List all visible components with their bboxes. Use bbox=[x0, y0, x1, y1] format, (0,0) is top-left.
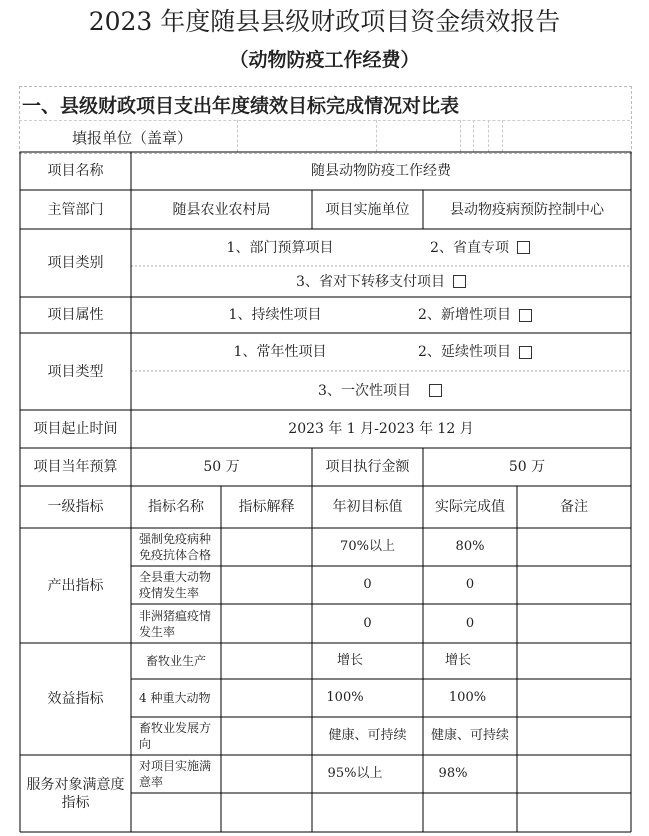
filler-unit: 填报单位（盖章） bbox=[72, 129, 193, 147]
indicator-actual: 0 bbox=[465, 615, 475, 631]
header-actual: 实际完成值 bbox=[435, 499, 505, 515]
indicator-name: 对项目实施满意率 bbox=[139, 759, 212, 789]
indicator-target: 0 bbox=[363, 615, 372, 631]
header-indicator-name: 指标名称 bbox=[148, 499, 204, 515]
header-target: 年初目标值 bbox=[332, 499, 403, 515]
attribute-option-1: 1、持续性项目 bbox=[228, 307, 322, 323]
report-title: 2023 年度随县县级财政项目资金绩效报告 bbox=[88, 7, 561, 36]
attribute-label: 项目属性 bbox=[47, 307, 104, 323]
checkbox-icon bbox=[453, 275, 466, 288]
indicator-actual: 增长 bbox=[444, 653, 471, 668]
checkbox-icon bbox=[519, 309, 532, 322]
dept-label: 主管部门 bbox=[47, 201, 104, 218]
type-option-3-label: 3、一次性项目 bbox=[318, 382, 411, 399]
type-option-1: 1、常年性项目 bbox=[233, 344, 327, 360]
period-value: 2023 年 1 月-2023 年 12 月 bbox=[288, 421, 474, 437]
period-label: 项目起止时间 bbox=[33, 421, 118, 437]
indicator-name: 畜牧业发展方向 bbox=[139, 721, 212, 751]
category-option-2 bbox=[400, 229, 560, 266]
exec-label: 项目执行金额 bbox=[325, 459, 410, 475]
indicator-name: 全县重大动物疫情发生率 bbox=[139, 570, 212, 600]
group-satisfaction: 服务对象满意度指标 bbox=[26, 776, 125, 811]
section-title: 一、县级财政项目支出年度绩效目标完成情况对比表 bbox=[22, 95, 460, 117]
type-option-2 bbox=[395, 333, 555, 371]
attribute-option-2-label: 2、新增性项目 bbox=[418, 307, 511, 323]
type-option-2-label: 2、延续性项目 bbox=[418, 344, 511, 360]
category-option-3-label: 3、省对下转移支付项目 bbox=[296, 273, 445, 290]
indicator-target: 健康、可持续 bbox=[328, 728, 407, 743]
header-level1: 一级指标 bbox=[47, 499, 104, 515]
checkbox-icon bbox=[517, 241, 530, 254]
type-option-3 bbox=[300, 371, 460, 410]
project-name-value: 随县动物防疫工作经费 bbox=[311, 163, 451, 179]
indicator-name: 强制免疫病种免疫抗体合格 bbox=[139, 532, 212, 562]
checkbox-icon bbox=[519, 346, 532, 359]
project-name-label: 项目名称 bbox=[47, 163, 104, 179]
type-label: 项目类型 bbox=[47, 363, 104, 380]
header-indicator-explanation: 指标解释 bbox=[238, 499, 295, 515]
group-output: 产出指标 bbox=[47, 577, 104, 594]
indicator-target: 增长 bbox=[336, 653, 363, 668]
category-option-2-label: 2、省直专项 bbox=[430, 239, 509, 256]
indicator-actual: 98% bbox=[438, 766, 468, 781]
checkbox-icon bbox=[429, 384, 442, 397]
impl-value: 县动物疫病预防控制中心 bbox=[450, 201, 604, 218]
indicator-target: 0 bbox=[363, 577, 372, 592]
budget-label: 项目当年预算 bbox=[33, 459, 118, 475]
report-subtitle: （动物防疫工作经费） bbox=[229, 49, 420, 71]
group-benefit: 效益指标 bbox=[47, 691, 104, 707]
header-remarks: 备注 bbox=[560, 499, 588, 515]
budget-value: 50 万 bbox=[203, 459, 240, 475]
category-option-3 bbox=[131, 266, 631, 297]
exec-value: 50 万 bbox=[508, 459, 546, 475]
attribute-option-2 bbox=[390, 297, 560, 333]
indicator-target: 100% bbox=[326, 690, 364, 705]
indicator-name: 畜牧业生产 bbox=[146, 654, 207, 668]
indicator-name: 非洲猪瘟疫情发生率 bbox=[139, 608, 212, 639]
category-option-1: 1、部门预算项目 bbox=[226, 239, 334, 256]
dept-value: 随县农业农村局 bbox=[172, 201, 271, 218]
category-label: 项目类别 bbox=[47, 255, 104, 271]
indicator-name: 4 种重大动物 bbox=[139, 691, 211, 705]
indicator-target: 70%以上 bbox=[340, 539, 395, 554]
indicator-target: 95%以上 bbox=[327, 766, 383, 781]
indicator-actual: 健康、可持续 bbox=[431, 728, 510, 743]
indicator-actual: 80% bbox=[455, 539, 485, 554]
indicator-actual: 0 bbox=[465, 577, 475, 592]
indicator-actual: 100% bbox=[448, 690, 487, 705]
impl-label: 项目实施单位 bbox=[325, 201, 410, 218]
